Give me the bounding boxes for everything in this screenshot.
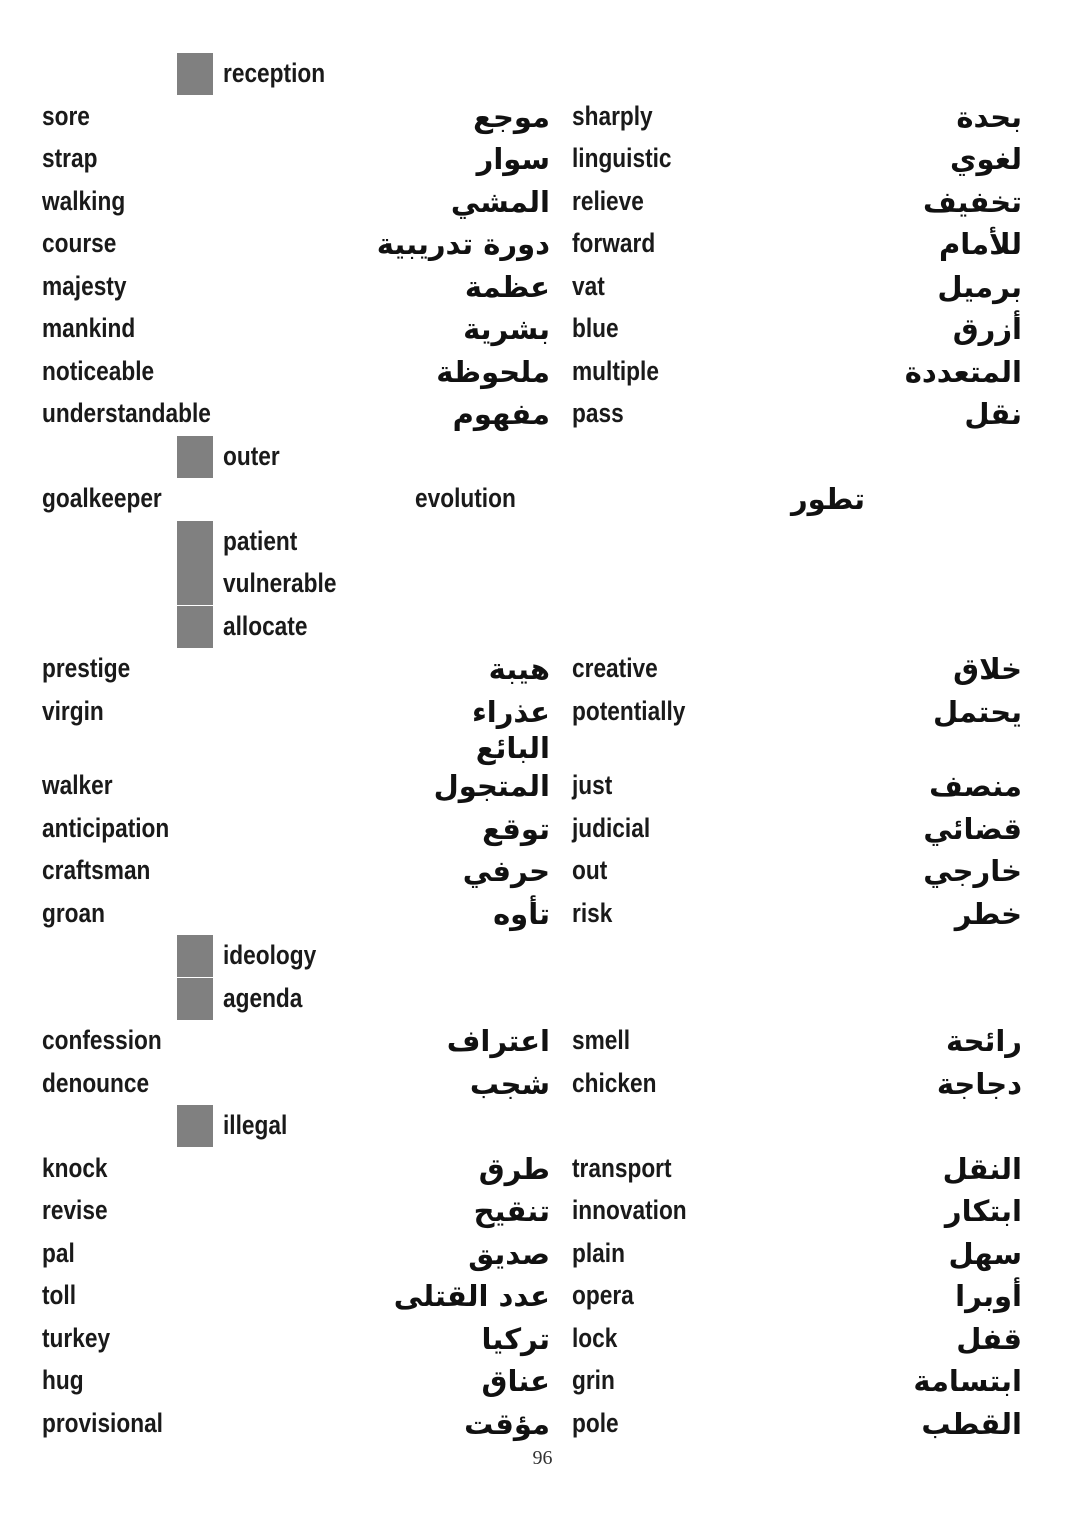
vocab-row [0,1403,1085,1445]
vocab-row [0,138,1085,180]
vocab-row [0,478,1085,520]
english-word: sharply [572,100,653,131]
english-word: pass [572,398,624,428]
section-heading-row [0,53,1085,95]
english-word: confession [42,1025,162,1055]
grey-marker-box [177,935,213,977]
english-word: goalkeeper [42,483,162,513]
english-word: groan [42,897,106,928]
section-heading-row [0,563,1085,605]
english-word: majesty [42,270,127,301]
arabic-translation: دجاجة [936,1066,1022,1101]
arabic-translation: سهل [948,1236,1022,1271]
arabic-translation: بحدة [956,99,1022,134]
english-word: course [42,228,117,258]
arabic-translation: أزرق [952,312,1022,346]
english-word: hug [42,1365,84,1395]
arabic-translation: ابتكار [944,1194,1022,1228]
english-word: sore [42,100,90,131]
heading-word: illegal [223,1110,288,1140]
english-word: prestige [42,653,131,683]
section-heading-row [0,978,1085,1020]
arabic-translation: عذراء [471,694,550,729]
grey-marker-box [177,978,213,1020]
english-word: denounce [42,1067,150,1098]
arabic-translation: حرفي [462,854,550,888]
english-word: walking [42,185,126,216]
section-heading-row [0,606,1085,648]
english-word: mankind [42,313,136,343]
section-heading-row [0,521,1085,563]
vocab-row [0,1275,1085,1317]
arabic-translation: سوار [476,142,550,176]
section-heading-row [0,935,1085,977]
arabic-translation: رائحة [945,1024,1022,1058]
vocab-row [0,308,1085,350]
vocab-row [0,351,1085,393]
arabic-translation: المتعددة [904,354,1022,389]
arabic-translation: قفل [956,1321,1022,1356]
english-word: risk [572,897,613,928]
vocab-row [0,181,1085,223]
arabic-translation: ملحوظة [436,354,550,389]
english-word: understandable [42,398,211,428]
arabic-translation: تنقيح [473,1194,550,1228]
vocab-row [0,393,1085,435]
vocab-row [0,1318,1085,1360]
arabic-translation: اعتراف [446,1024,550,1058]
english-word: chicken [572,1067,657,1098]
arabic-translation: أوبرا [955,1279,1022,1313]
arabic-translation: قضائي [923,811,1022,846]
vocab-row [0,893,1085,935]
english-word: smell [572,1025,630,1055]
heading-word: patient [223,525,298,556]
english-word: judicial [572,812,651,843]
heading-word: vulnerable [223,568,337,598]
english-word: noticeable [42,355,155,386]
vocab-row [0,1190,1085,1232]
arabic-translation: يحتمل [933,694,1022,729]
grey-marker-box [177,606,213,648]
section-heading-row [0,1105,1085,1147]
english-word: linguistic [572,143,672,173]
vocab-row [0,1063,1085,1105]
vocab-row [0,96,1085,138]
heading-word: ideology [223,940,317,970]
arabic-translation: خطر [954,896,1022,931]
heading-word: outer [223,440,280,471]
english-word: innovation [572,1195,687,1225]
arabic-translation: موجع [473,99,550,134]
english-word: multiple [572,355,659,386]
arabic-translation: عدد القتلى [393,1279,550,1313]
english-word: vat [572,270,605,301]
vocab-row [0,223,1085,265]
arabic-translation: ابتسامة [913,1364,1022,1398]
arabic-translation: تأوه [493,896,550,931]
vocab-row [0,266,1085,308]
english-word: just [572,770,613,800]
arabic-translation: تركيا [481,1321,550,1356]
english-word: virgin [42,695,104,726]
english-word: knock [42,1152,108,1183]
arabic-translation: تطور [790,482,865,516]
english-word: potentially [572,695,686,726]
grey-marker-box [177,436,213,478]
arabic-translation: برميل [937,269,1022,304]
vocab-row [0,648,1085,690]
heading-word: reception [223,58,326,88]
section-heading-row [0,436,1085,478]
arabic-translation: القطب [921,1406,1022,1441]
vocab-row [0,1020,1085,1062]
arabic-translation: تخفيف [922,184,1022,219]
english-word: grin [572,1365,615,1395]
arabic-translation: طرق [478,1151,550,1186]
english-word: out [572,855,608,885]
english-word: transport [572,1152,672,1183]
english-word: evolution [415,483,516,513]
vocab-row [0,1148,1085,1190]
arabic-translation: لغوي [949,142,1022,176]
arabic-translation: صديق [468,1236,550,1271]
grey-marker-box [177,53,213,95]
english-word: toll [42,1280,77,1310]
heading-word: allocate [223,610,308,641]
arabic-translation: مفهوم [452,397,550,431]
arabic-translation: نقل [964,397,1022,431]
vocab-row [0,850,1085,892]
vocab-row [0,1360,1085,1402]
english-word: walker [42,770,113,800]
arabic-translation: عظمة [464,269,550,304]
grey-marker-box [177,521,213,563]
english-word: provisional [42,1407,163,1438]
grey-marker-box [177,1105,213,1147]
english-word: anticipation [42,812,170,843]
english-word: pole [572,1407,619,1438]
arabic-translation: خارجي [923,854,1022,888]
arabic-translation-second-line: البائع [475,730,550,765]
heading-word: agenda [223,982,303,1013]
english-word: craftsman [42,855,151,885]
arabic-translation: بشرية [463,312,550,346]
english-word: revise [42,1195,108,1225]
english-word: relieve [572,185,644,216]
english-word: strap [42,143,98,173]
arabic-translation: خلاق [953,652,1022,686]
english-word: plain [572,1237,625,1268]
page-number: 96 [532,1447,553,1469]
vocab-row [0,808,1085,850]
grey-marker-box [177,563,213,605]
arabic-translation: المتجول [433,769,550,803]
vocab-row [0,691,1085,765]
english-word: blue [572,313,619,343]
english-word: creative [572,653,658,683]
arabic-translation: مؤقت [464,1406,550,1441]
english-word: forward [572,228,656,258]
english-word: opera [572,1280,634,1310]
arabic-translation: دورة تدريبية [376,227,550,261]
english-word: lock [572,1322,618,1353]
arabic-translation: النقل [942,1151,1022,1186]
arabic-translation: توقع [482,811,550,846]
arabic-translation: للأمام [938,227,1022,261]
arabic-translation: عناق [481,1364,550,1398]
arabic-translation: المشي [450,184,550,219]
english-word: pal [42,1237,75,1268]
english-word: turkey [42,1322,111,1353]
vocab-row [0,1233,1085,1275]
vocab-row [0,765,1085,807]
arabic-translation: شجب [469,1066,550,1101]
arabic-translation: منصف [929,769,1022,803]
arabic-translation: هيبة [488,652,550,686]
